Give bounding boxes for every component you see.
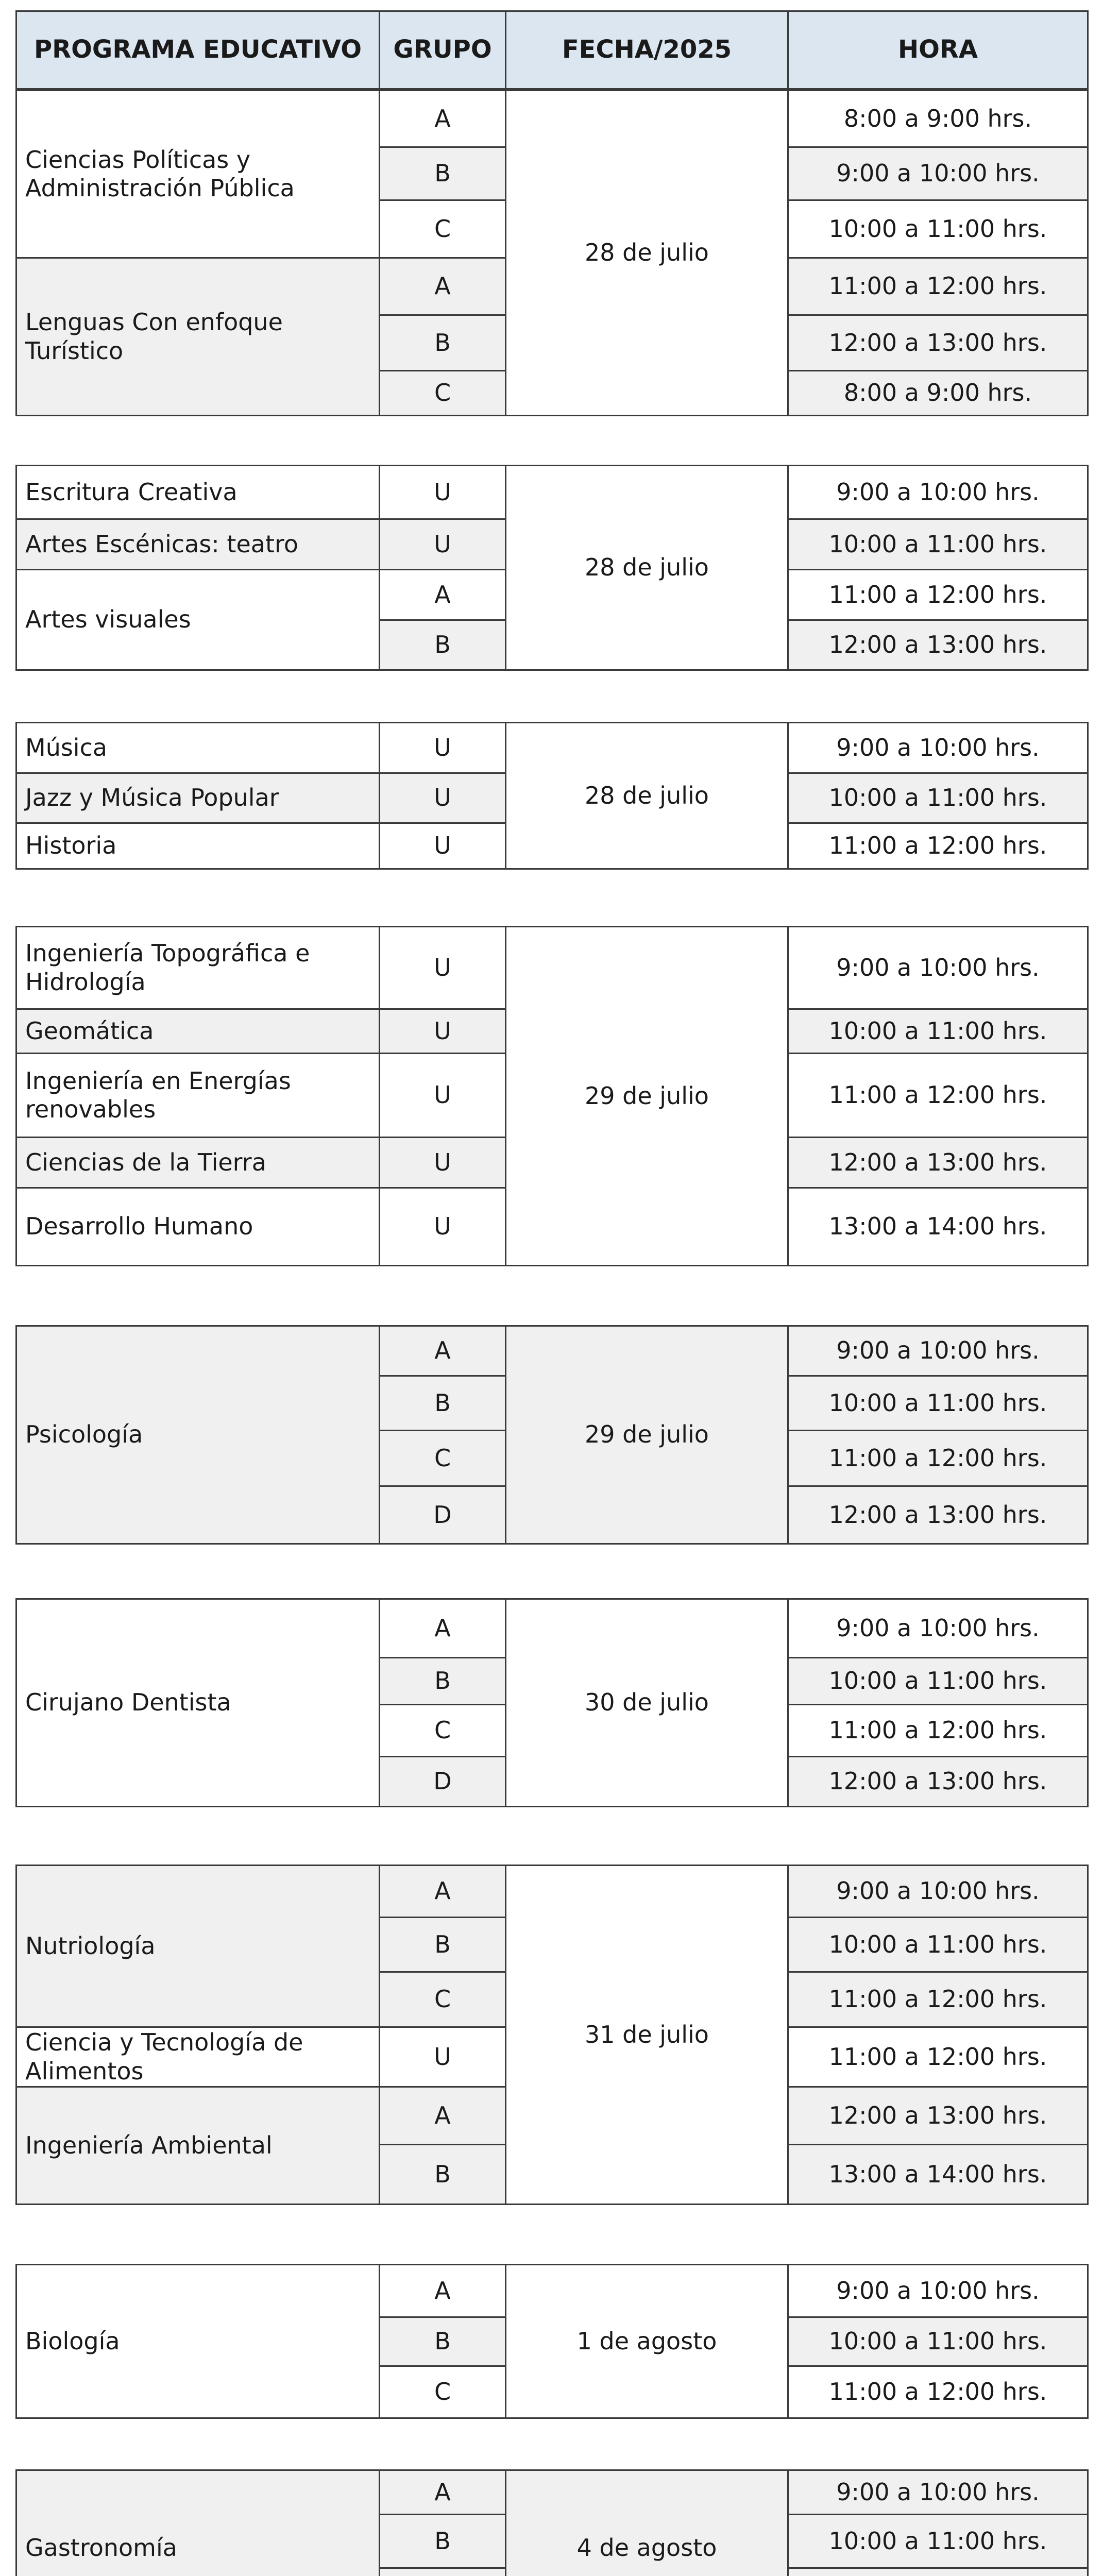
group-cell: C xyxy=(380,1973,506,2028)
group-cell: B xyxy=(380,148,506,201)
program-name: Nutriología xyxy=(17,1866,380,2028)
group-cell: A xyxy=(380,1600,506,1658)
program-name: Lenguas Con enfoque Turístico xyxy=(17,259,380,415)
header-programa: PROGRAMA EDUCATIVO xyxy=(17,12,380,88)
fecha-cell: 1 de agosto xyxy=(506,2265,789,2417)
group-cell: B xyxy=(380,1377,506,1431)
group-cell: D xyxy=(380,1757,506,1806)
hora-cell: 11:00 a 12:00 hrs. xyxy=(789,259,1087,316)
program-name: Ingeniería Ambiental xyxy=(17,2088,380,2204)
group-cell: C xyxy=(380,2367,506,2417)
group-cell xyxy=(380,2569,506,2576)
program-name: Escritura Creativa xyxy=(17,466,380,520)
schedule-block xyxy=(15,722,1089,870)
hora-cell: 10:00 a 11:00 hrs. xyxy=(789,2318,1087,2367)
hora-cell: 11:00 a 12:00 hrs. xyxy=(828,2378,1047,2406)
group-cell: B xyxy=(380,2318,506,2367)
hora-cell: 12:00 a 13:00 hrs. xyxy=(789,621,1087,669)
hora-cell: 11:00 a 12:00 hrs. xyxy=(789,1973,1087,2028)
hora-cell: 12:00 a 13:00 hrs. xyxy=(789,2088,1087,2145)
header-fecha: FECHA/2025 xyxy=(506,12,789,88)
group-cell: U xyxy=(380,1010,506,1054)
program-name: Desarrollo Humano xyxy=(17,1189,380,1265)
program-name: Gastronomía xyxy=(17,2471,380,2576)
program-name: Música xyxy=(17,723,380,774)
hora-cell: 10:00 a 11:00 hrs. xyxy=(789,2515,1087,2569)
hora-cell: 10:00 a 11:00 hrs. xyxy=(789,1658,1087,1705)
hora-cell: 11:00 a 12:00 hrs. xyxy=(789,1054,1087,1138)
hora-cell: 9:00 a 10:00 hrs. xyxy=(789,1327,1087,1377)
hora-cell: 12:00 a 13:00 hrs. xyxy=(789,1138,1087,1189)
schedule-block xyxy=(15,2264,1089,2419)
hora-cell: 9:00 a 10:00 hrs. xyxy=(789,1600,1087,1658)
group-cell: A xyxy=(380,259,506,316)
program-name: Psicología xyxy=(17,1327,380,1543)
hora-cell: 9:00 a 10:00 hrs. xyxy=(789,2471,1087,2515)
schedule-block xyxy=(15,1598,1089,1807)
group-cell: B xyxy=(380,621,506,669)
schedule-block xyxy=(15,465,1089,671)
hora-cell: 10:00 a 11:00 hrs. xyxy=(789,1918,1087,1973)
hora-cell: 8:00 a 9:00 hrs. xyxy=(789,371,1087,415)
group-cell: U xyxy=(380,466,506,520)
group-cell: U xyxy=(380,520,506,570)
hora-cell xyxy=(789,2569,1087,2576)
fecha-cell: 28 de julio xyxy=(506,723,789,868)
group-cell: B xyxy=(380,1918,506,1973)
group-cell: A xyxy=(380,2088,506,2145)
program-name: Artes Escénicas: teatro xyxy=(17,520,380,570)
group-cell: U xyxy=(380,824,506,868)
group-cell: A xyxy=(380,2471,506,2515)
group-cell: C xyxy=(380,201,506,259)
hora-cell: 10:00 a 11:00 hrs. xyxy=(789,774,1087,824)
hora-cell: 10:00 a 11:00 hrs. xyxy=(789,201,1087,259)
hora-cell: 9:00 a 10:00 hrs. xyxy=(789,927,1087,1010)
hora-cell: 11:00 a 12:00 hrs. xyxy=(789,1431,1087,1487)
fecha-cell: 4 de agosto xyxy=(506,2471,789,2576)
fecha-cell: 30 de julio xyxy=(506,1600,789,1806)
program-name: Artes visuales xyxy=(17,570,380,669)
group-cell: U xyxy=(380,1189,506,1265)
hora-cell: 10:00 a 11:00 hrs. xyxy=(789,1010,1087,1054)
schedule-block xyxy=(15,2469,1089,2576)
group-cell: A xyxy=(380,1866,506,1918)
program-name: Ciencias de la Tierra xyxy=(17,1138,380,1189)
program-name: Cirujano Dentista xyxy=(17,1600,380,1806)
fecha-cell: 29 de julio xyxy=(506,1327,789,1543)
hora-cell: 11:00 a 12:00 hrs. xyxy=(789,570,1087,621)
group-cell: U xyxy=(380,927,506,1010)
program-name: Biología xyxy=(17,2265,380,2417)
fecha-cell: 31 de julio xyxy=(506,1866,789,2204)
hora-cell: 10:00 a 11:00 hrs. xyxy=(789,1377,1087,1431)
schedule-header xyxy=(15,10,1089,90)
group-cell: C xyxy=(380,1431,506,1487)
program-name: Geomática xyxy=(17,1010,380,1054)
schedule-block xyxy=(15,1865,1089,2205)
group-cell: U xyxy=(380,774,506,824)
hora-cell: 10:00 a 11:00 hrs. xyxy=(789,520,1087,570)
program-name: Ingeniería en Energías renovables xyxy=(17,1054,380,1138)
group-cell: A xyxy=(380,570,506,621)
group-cell: B xyxy=(380,2515,506,2569)
hora-cell: 9:00 a 10:00 hrs. xyxy=(789,1866,1087,1918)
program-name: Ciencias Políticas y Administración Pública xyxy=(17,91,380,259)
header-grupo: GRUPO xyxy=(380,12,506,88)
group-cell: U xyxy=(380,2028,506,2088)
hora-cell: 13:00 a 14:00 hrs. xyxy=(828,1212,1047,1241)
group-cell: A xyxy=(380,2265,506,2318)
group-cell: B xyxy=(380,2145,506,2204)
schedule-block xyxy=(15,1325,1089,1545)
program-name: Jazz y Música Popular xyxy=(17,774,380,824)
group-cell: B xyxy=(380,1658,506,1705)
group-cell: C xyxy=(380,371,506,415)
hora-cell: 8:00 a 9:00 hrs. xyxy=(789,91,1087,148)
group-cell: B xyxy=(380,316,506,371)
hora-cell: 11:00 a 12:00 hrs. xyxy=(789,1705,1087,1757)
hora-cell: 12:00 a 13:00 hrs. xyxy=(789,1487,1087,1543)
fecha-cell: 29 de julio xyxy=(506,927,789,1265)
hora-cell: 12:00 a 13:00 hrs. xyxy=(789,316,1087,371)
hora-cell: 9:00 a 10:00 hrs. xyxy=(789,723,1087,774)
hora-cell: 11:00 a 12:00 hrs. xyxy=(828,832,1047,860)
schedule-block xyxy=(15,926,1089,1266)
hora-cell: 12:00 a 13:00 hrs. xyxy=(789,1757,1087,1806)
fecha-cell: 28 de julio xyxy=(506,466,789,669)
hora-cell: 9:00 a 10:00 hrs. xyxy=(789,148,1087,201)
hora-cell: 13:00 a 14:00 hrs. xyxy=(789,2145,1087,2204)
header-hora: HORA xyxy=(897,35,978,64)
group-cell: U xyxy=(380,1054,506,1138)
program-name: Historia xyxy=(17,824,380,868)
program-name: Ingeniería Topográfica e Hidrología xyxy=(17,927,380,1010)
group-cell: U xyxy=(380,723,506,774)
hora-cell: 11:00 a 12:00 hrs. xyxy=(789,2028,1087,2088)
group-cell: A xyxy=(380,91,506,148)
program-name: Ciencia y Tecnología de Alimentos xyxy=(17,2028,380,2088)
group-cell: C xyxy=(380,1705,506,1757)
fecha-cell: 28 de julio xyxy=(506,91,789,415)
hora-cell: 9:00 a 10:00 hrs. xyxy=(789,2265,1087,2318)
group-cell: A xyxy=(380,1327,506,1377)
group-cell: U xyxy=(380,1138,506,1189)
schedule-block xyxy=(15,90,1089,416)
group-cell: D xyxy=(380,1487,506,1543)
hora-cell: 9:00 a 10:00 hrs. xyxy=(789,466,1087,520)
